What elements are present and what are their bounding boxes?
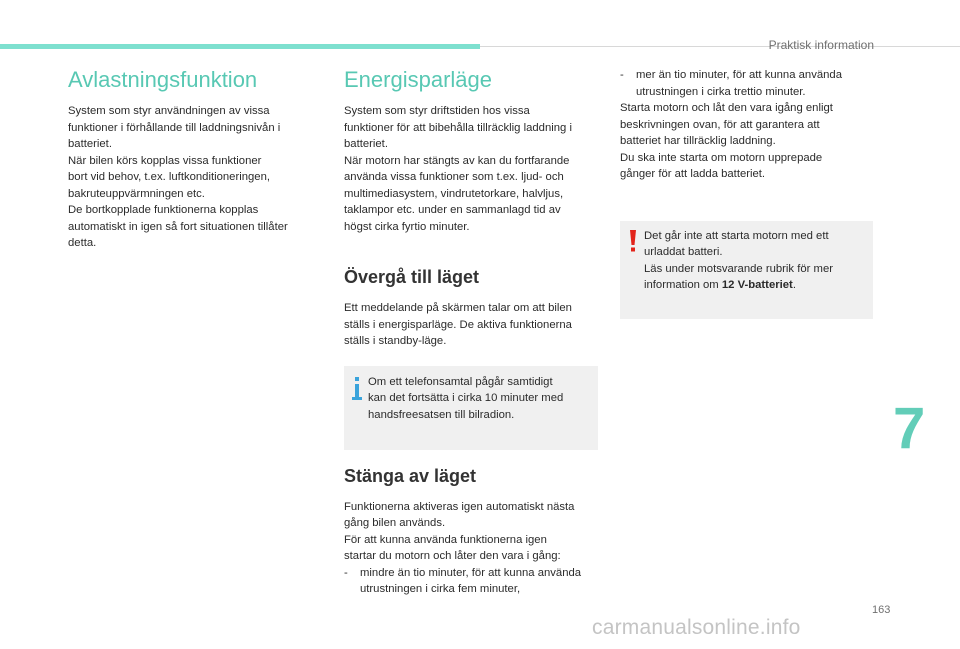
list-item: - mindre än tio minuter, för att kunna använda utrustningen i cirka fem minuter, (344, 566, 582, 595)
warning-box (620, 221, 873, 319)
paragraph-overga: Ett meddelande på skärmen talar om att bilen ställs i energisparläge. De aktiva funktionerna ställs i standby-läge. (344, 302, 572, 347)
heading-stanga-av-laget: Stänga av läget (344, 465, 477, 486)
watermark: carmanualsonline.info (592, 616, 801, 639)
paragraph-energisparlage: System som styr driftstiden hos vissa funktioner för att bibehålla tillräcklig laddning i batteriet. När motorn har stängts av kan du fortfarande använda vissa funktioner som t.ex. ljud- och multimediasystem, vindrutetorkare, halvljus, taklampor etc. under en sammanlagd tid av högst cirka fyrtio minuter. (344, 105, 572, 233)
battery-reference: 12 V-batteriet (721, 279, 793, 291)
info-icon (352, 377, 362, 401)
list-item: - mer än tio minuter, för att kunna använda utrustningen i cirka trettio minuter. (620, 69, 842, 98)
heading-energisparlage: Energisparläge (344, 67, 492, 92)
section-label: Praktisk information (768, 38, 874, 52)
chapter-number: 7 (893, 396, 926, 461)
heading-avlastningsfunktion: Avlastningsfunktion (68, 67, 258, 92)
info-text: Om ett telefonsamtal pågår samtidigt kan det fortsätta i cirka 10 minuter med handsfreesatsen till bilradion. (368, 375, 564, 421)
page-number: 163 (872, 604, 891, 616)
paragraph-stanga: Funktionerna aktiveras igen automatiskt nästa gång bilen används. För att kunna använda funktionerna igen startar du motorn och låter den vara i gång: (344, 500, 575, 562)
paragraph-starta-motorn: Starta motorn och låt den vara igång enligt beskrivningen ovan, för att garantera att batteriet har tillräcklig laddning. Du ska inte starta om motorn upprepade gånger för att ladda batteriet. (620, 102, 833, 180)
warning-icon (628, 230, 638, 252)
paragraph-avlastning: System som styr användningen av vissa funktioner i förhållande till laddningsnivån i batteriet. När bilen körs kopplas vissa funktioner bort vid behov, t.ex. luftkonditioneringen, bakruteuppvärmningen etc. De bortkopplade funktionerna kopplas automatiskt in igen så fort situationen tillåter detta. (68, 105, 288, 249)
section-color-bar (0, 44, 480, 49)
header-rule (480, 46, 960, 47)
warning-text: Det går inte att starta motorn med ett urladdat batteri. Läs under motsvarande rubrik för mer information om 12 V-batteriet. (644, 229, 833, 291)
column-energisparlage (344, 66, 599, 598)
heading-overga-till-laget: Övergå till läget (344, 267, 480, 287)
column-continued (620, 67, 875, 319)
info-box (344, 366, 598, 450)
column-avlastning (68, 66, 323, 252)
